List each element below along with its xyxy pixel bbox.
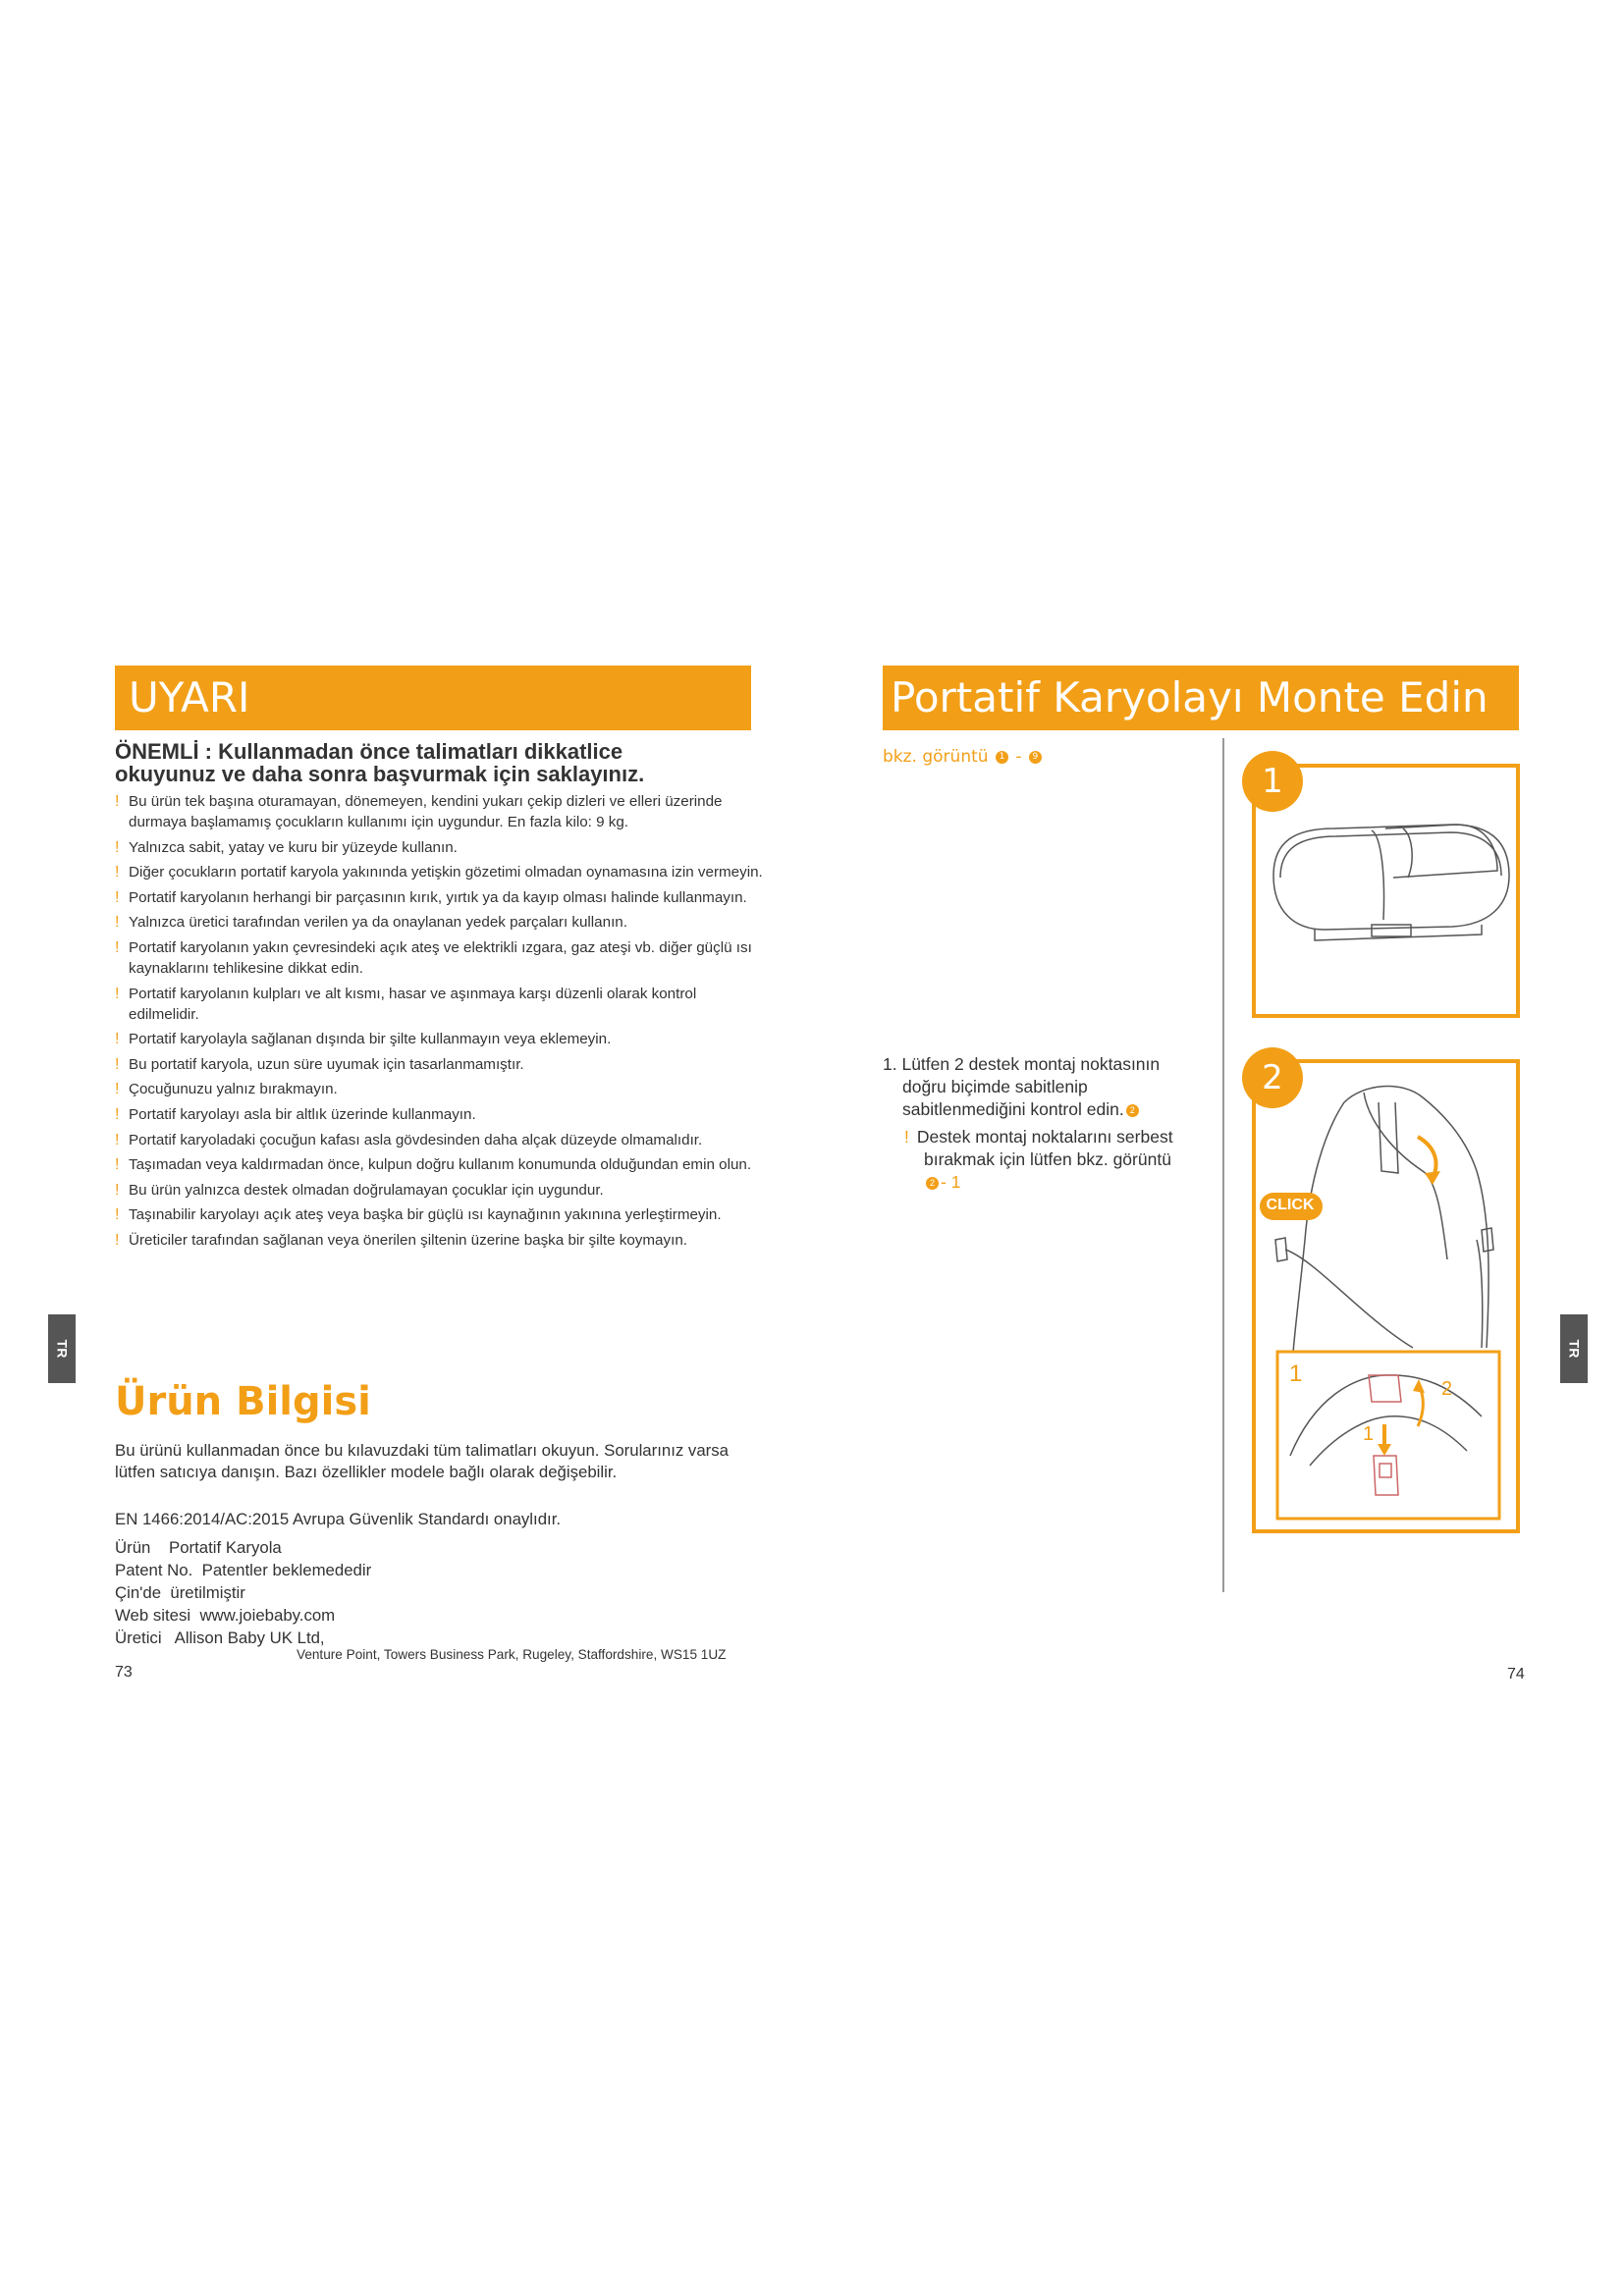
warning-text: Bu ürün tek başına oturamayan, dönemeyen, kendini yukarı çekip dizleri ve elleri üzerinde durmaya başlamamış çocukların kullanımı için uygundur. En fazla kilo: 9 kg. (129, 793, 723, 830)
warning-item (115, 912, 763, 933)
origin-row (115, 1583, 245, 1603)
warning-mark: ! (115, 864, 120, 881)
important-notice (115, 740, 763, 785)
step-1-figure-ref: 2 (1126, 1104, 1139, 1117)
warning-mark: ! (115, 1131, 120, 1148)
warning-item (115, 1130, 763, 1150)
manufacturer-value: Allison Baby UK Ltd, (174, 1629, 325, 1647)
origin-value: üretilmiştir (170, 1583, 245, 1602)
warning-text: Üreticiler tarafından sağlanan veya önerilen şiltenin üzerine başka bir şilte koymayın. (129, 1231, 687, 1249)
warning-list (115, 791, 763, 1255)
step-1-line-2: doğru biçimde sabitlenip (902, 1077, 1088, 1096)
note-figure-ref: 2 (926, 1177, 939, 1190)
column-divider (1222, 738, 1224, 1592)
product-label: Ürün (115, 1538, 151, 1557)
warning-text: Bu portatif karyola, uzun süre uyumak için tasarlanmamıştır. (129, 1055, 524, 1073)
warning-text: Portatif karyolayı asla bir altlık üzerinde kullanmayın. (129, 1105, 476, 1123)
warning-item (115, 937, 763, 979)
warning-text: Taşımadan veya kaldırmadan önce, kulpun doğru kullanım konumunda olduğundan emin olun. (129, 1156, 752, 1174)
note-line-1-text: Destek montaj noktalarını serbest (916, 1127, 1173, 1147)
warning-mark: ! (115, 1206, 120, 1224)
step-1-text (883, 1053, 1197, 1121)
step-1-line-1: 1. Lütfen 2 destek montaj noktasının (883, 1054, 1161, 1074)
bassinet-closed-illustration (1256, 768, 1516, 1014)
figure-reference-text: bkz. görüntü (883, 747, 989, 767)
language-tab-right (1560, 1314, 1588, 1383)
figure-ref-from: 1 (996, 751, 1008, 764)
warning-text: Yalnızca üretici tarafından verilen ya da onaylanan yedek parçaları kullanın. (129, 914, 627, 932)
language-tab-right-label: TR (1565, 1339, 1582, 1359)
figure-2-inset (1277, 1352, 1499, 1519)
safety-standard: EN 1466:2014/AC:2015 Avrupa Güvenlik Standardı onaylıdır. (115, 1510, 562, 1528)
website-value[interactable]: www.joiebaby.com (199, 1606, 336, 1625)
warning-mark: ! (115, 888, 120, 906)
step-1-note (904, 1126, 1199, 1194)
figure-ref-to: 9 (1029, 751, 1042, 764)
warning-mark: ! (115, 1055, 120, 1073)
warning-mark: ! (115, 1031, 120, 1048)
note-line-3 (904, 1171, 1199, 1194)
warning-item (115, 791, 763, 832)
step-1-line-3 (883, 1098, 1197, 1121)
patent-value: Patentler beklemededir (201, 1561, 372, 1579)
warning-text: Bu ürün yalnızca destek olmadan doğrulamayan çocuklar için uygundur. (129, 1181, 604, 1199)
product-info-paragraph: Bu ürünü kullanmadan önce bu kılavuzdaki tüm talimatları okuyun. Sorularınız varsa lütfen satıcıya danışın. Bazı özellikler modele bağlı olarak değişebilir. (115, 1441, 729, 1481)
warning-text: Portatif karyolanın yakın çevresindeki açık ateş ve elektrikli ızgara, gaz ateşi vb. diğer güçlü ısı kaynaklarını tehlikesine dikkat edin. (129, 938, 752, 977)
warning-item (115, 887, 763, 908)
manufacturer-row (115, 1629, 325, 1648)
warning-mark: ! (115, 985, 120, 1002)
product-row (115, 1538, 282, 1558)
warning-mark: ! (115, 793, 120, 810)
warning-text: Diğer çocukların portatif karyola yakınında yetişkin gözetimi olmadan oynamasına izin vermeyin. (129, 864, 763, 881)
important-line-2: okuyunuz ve daha sonra başvurmak için saklayınız. (115, 762, 645, 786)
warning-text: Portatif karyoladaki çocuğun kafası asla gövdesinden daha alçak düzeyde olmamalıdır. (129, 1131, 703, 1148)
warning-banner: UYARI (115, 666, 751, 730)
product-value: Portatif Karyola (169, 1538, 282, 1557)
warning-text: Portatif karyolanın kulpları ve alt kısmı, hasar ve aşınmaya karşı düzenli olarak kontrol edilmelidir. (129, 985, 697, 1023)
figure-1-badge: 1 (1242, 751, 1303, 812)
manufacturer-label: Üretici (115, 1629, 162, 1647)
manufacturer-address: Venture Point, Towers Business Park, Rugeley, Staffordshire, WS15 1UZ (297, 1647, 727, 1662)
website-row (115, 1606, 335, 1626)
warning-mark: ! (115, 1105, 120, 1123)
origin-label: Çin'de (115, 1583, 162, 1602)
figure-2-badge: 2 (1242, 1047, 1303, 1108)
warning-mark: ! (115, 1081, 120, 1098)
warning-item (115, 1204, 763, 1225)
note-line-2: bırakmak için lütfen bkz. görüntü (924, 1149, 1171, 1169)
warning-text: Yalnızca sabit, yatay ve kuru bir yüzeyde kullanın. (129, 838, 458, 856)
figure-reference (883, 747, 1044, 767)
page-number-left: 73 (115, 1664, 133, 1681)
warning-item (115, 1154, 763, 1175)
page-number-right: 74 (1507, 1666, 1525, 1682)
warning-mark: ! (904, 1127, 909, 1147)
warning-item (115, 1079, 763, 1099)
warning-item (115, 1104, 763, 1125)
warning-text: Portatif karyolayla sağlanan dışında bir şilte kullanmayın veya eklemeyin. (129, 1031, 612, 1048)
warning-text: Taşınabilir karyolayı açık ateş veya başka bir güçlü ısı kaynağının yakınına yerleştirmeyin. (129, 1206, 722, 1224)
website-label: Web sitesi (115, 1606, 191, 1625)
inset-label-2: 2 (1441, 1378, 1453, 1400)
warning-item (115, 837, 763, 858)
warning-item (115, 1230, 763, 1251)
warning-item (115, 1180, 763, 1201)
note-figure-ref-suffix: - 1 (941, 1172, 961, 1192)
warning-mark: ! (115, 914, 120, 932)
click-label: CLICK (1266, 1197, 1315, 1213)
warning-text: Portatif karyolanın herhangi bir parçasının kırık, yırtık ya da kayıp olması halinde kullanmayın. (129, 888, 747, 906)
warning-item (115, 862, 763, 882)
product-info-title: Ürün Bilgisi (115, 1379, 371, 1424)
warning-mark: ! (115, 1156, 120, 1174)
language-tab-left (48, 1314, 76, 1383)
warning-text: Çocuğunuzu yalnız bırakmayın. (129, 1081, 338, 1098)
warning-item (115, 1054, 763, 1075)
warning-item (115, 1029, 763, 1049)
language-tab-left-label: TR (53, 1339, 70, 1359)
warning-mark: ! (115, 938, 120, 956)
bassinet-latch-illustration (1256, 1063, 1516, 1529)
assembly-banner: Portatif Karyolayı Monte Edin (883, 666, 1519, 730)
important-line-1: ÖNEMLİ : Kullanmadan önce talimatları dikkatlice (115, 739, 623, 764)
inset-label-1b: 1 (1363, 1423, 1375, 1445)
figure-2-box (1252, 1059, 1520, 1533)
warning-item (115, 984, 763, 1025)
warning-mark: ! (115, 1181, 120, 1199)
warning-mark: ! (115, 838, 120, 856)
warning-mark: ! (115, 1231, 120, 1249)
note-line-1 (904, 1126, 1199, 1148)
patent-row (115, 1561, 371, 1580)
inset-label-1: 1 (1289, 1361, 1303, 1387)
step-1-line-3-text: sabitlenmediğini kontrol edin. (902, 1099, 1124, 1119)
figure-ref-dash: - (1015, 747, 1022, 767)
patent-label: Patent No. (115, 1561, 193, 1579)
